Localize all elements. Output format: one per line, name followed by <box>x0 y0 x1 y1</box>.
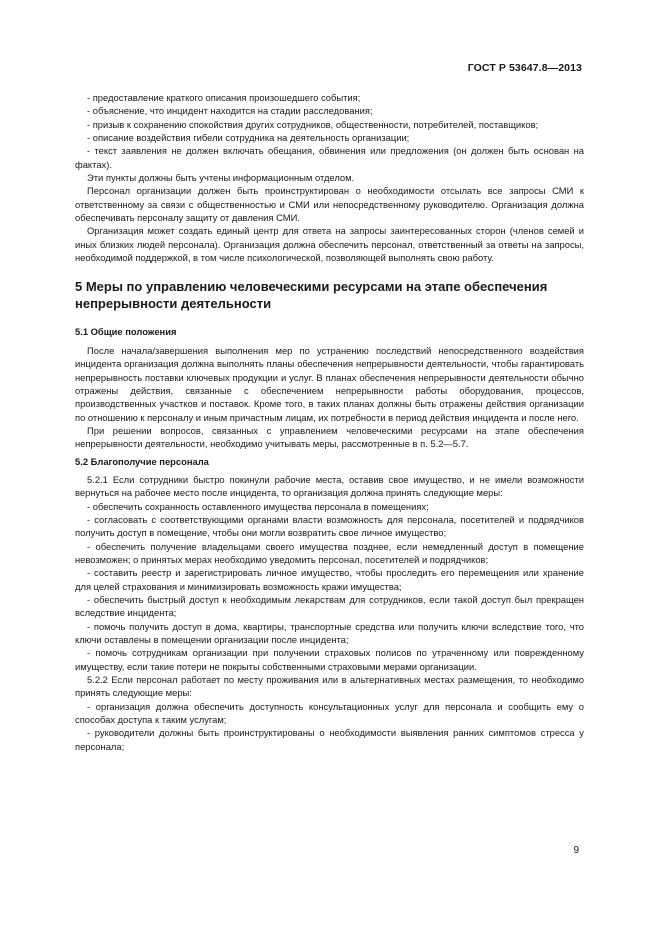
paragraph: После начала/завершения выполнения мер по устранению последствий непосредственного воздействия инцидента организация должна выполнять планы обеспечения непрерывности деятельности, чтобы гарантировать непрерывность поставки ключевых продукции и услуг. В планах обеспечения непрерывности деятельности обычно отражены действия, связанные с обеспечением непрерывности работы оборудования, процессов, производственных участков и поставок. Кроме того, в таких планах должны быть отражены действия организации по отношению к персоналу и иным причастным лицам, их потребности в период действия инцидента и после него. <box>75 344 584 423</box>
page-number: 9 <box>573 845 579 856</box>
list-item: - описание воздействия гибели сотрудника на деятельность организации; <box>87 132 410 144</box>
paragraph: Эти пункты должны быть учтены информационным отделом. <box>87 172 355 184</box>
paragraph: При решении вопросов, связанных с управлением человеческими ресурсами на этапе обеспечения непрерывности деятельности, необходимо учитывать меры, рассмотренные в п. 5.2—5.7. <box>75 424 584 450</box>
list-item: - призыв к сохранению спокойствия других сотрудников, общественности, потребителей, поставщиков; <box>87 118 539 130</box>
list-item: - помочь получить доступ в дома, квартиры, транспортные средства или получить ключи вследствие того, что ключи оставлены в помещении организации после инцидента; <box>75 620 584 646</box>
list-item: - согласовать с соответствующими органами власти возможность для персонала, посетителей и подрядчиков получить доступ в помещение, чтобы они могли возвратить свое личное имущество; <box>75 513 584 539</box>
list-item: - объяснение, что инцидент находится на стадии расследования; <box>87 105 373 117</box>
list-item: - составить реестр и зарегистрировать личное имущество, чтобы проследить его перемещения или хранение для целей страхования и минимизировать возможность кражи имущества; <box>75 567 584 592</box>
list-item: - текст заявления не должен включать обещания, обвинения или предложения (он должен быть основан на фактах). <box>75 145 584 170</box>
list-item: - обеспечить сохранность оставленного имущества персонала в помещениях; <box>87 500 429 512</box>
paragraph: 5.2.1 Если сотрудники быстро покинули рабочие места, оставив свое имущество, и не имели возможности вернуться на рабочее место после инцидента, то организация должна принять следующие меры: <box>75 473 584 499</box>
subsection-title: 5.1 Общие положения <box>75 326 177 338</box>
list-item: - обеспечить быстрый доступ к необходимым лекарствам для сотрудников, если такой доступ был прекращен вследствие инцидента; <box>75 594 584 619</box>
paragraph: 5.2.2 Если персонал работает по месту проживания или в альтернативных местах размещения, то необходимо принять следующие меры: <box>75 674 584 699</box>
list-item: - руководители должны быть проинструктированы о необходимости выявления ранних симптомов стресса у персонала; <box>75 727 584 752</box>
paragraph: Персонал организации должен быть проинструктирован о необходимости отсылать все запросы СМИ к ответственному за связи с общественностью и СМИ или непосредственному руководителю. Организация должна обеспечивать персоналу защиту от давления СМИ. <box>75 185 584 224</box>
section-title: 5 Меры по управлению человеческими ресурсами на этапе обеспечения непрерывности деятельности <box>75 279 548 312</box>
page-content <box>75 91 584 753</box>
paragraph: Организация может создать единый центр для ответа на запросы заинтересованных сторон (членов семей и иных близких людей персонала). Организация должна обеспечить персонал, ответственный за ответы на запросы, необходимой поддержкой, в том числе психологической, позволяющей выполнять свою работу. <box>75 225 584 264</box>
list-item: - обеспечить получение владельцами своего имущества позднее, если немедленный доступ в помещение невозможен; о принятых мерах необходимо уведомить персонал, посетителей и подрядчиков; <box>75 540 584 565</box>
document-header: ГОСТ Р 53647.8—2013 <box>467 62 582 74</box>
list-item: - организация должна обеспечить доступность консультационных услуг для персонала и сообщить ему о способах доступа к таким услугам; <box>75 700 584 726</box>
list-item: - предоставление краткого описания произошедшего события; <box>87 92 361 103</box>
subsection-title: 5.2 Благополучие персонала <box>75 455 209 467</box>
list-item: - помочь сотрудникам организации при получении страховых полисов по утраченному или поврежденному имуществу, если такие потери не покрыты собственными страховыми мерами организации. <box>75 647 584 672</box>
